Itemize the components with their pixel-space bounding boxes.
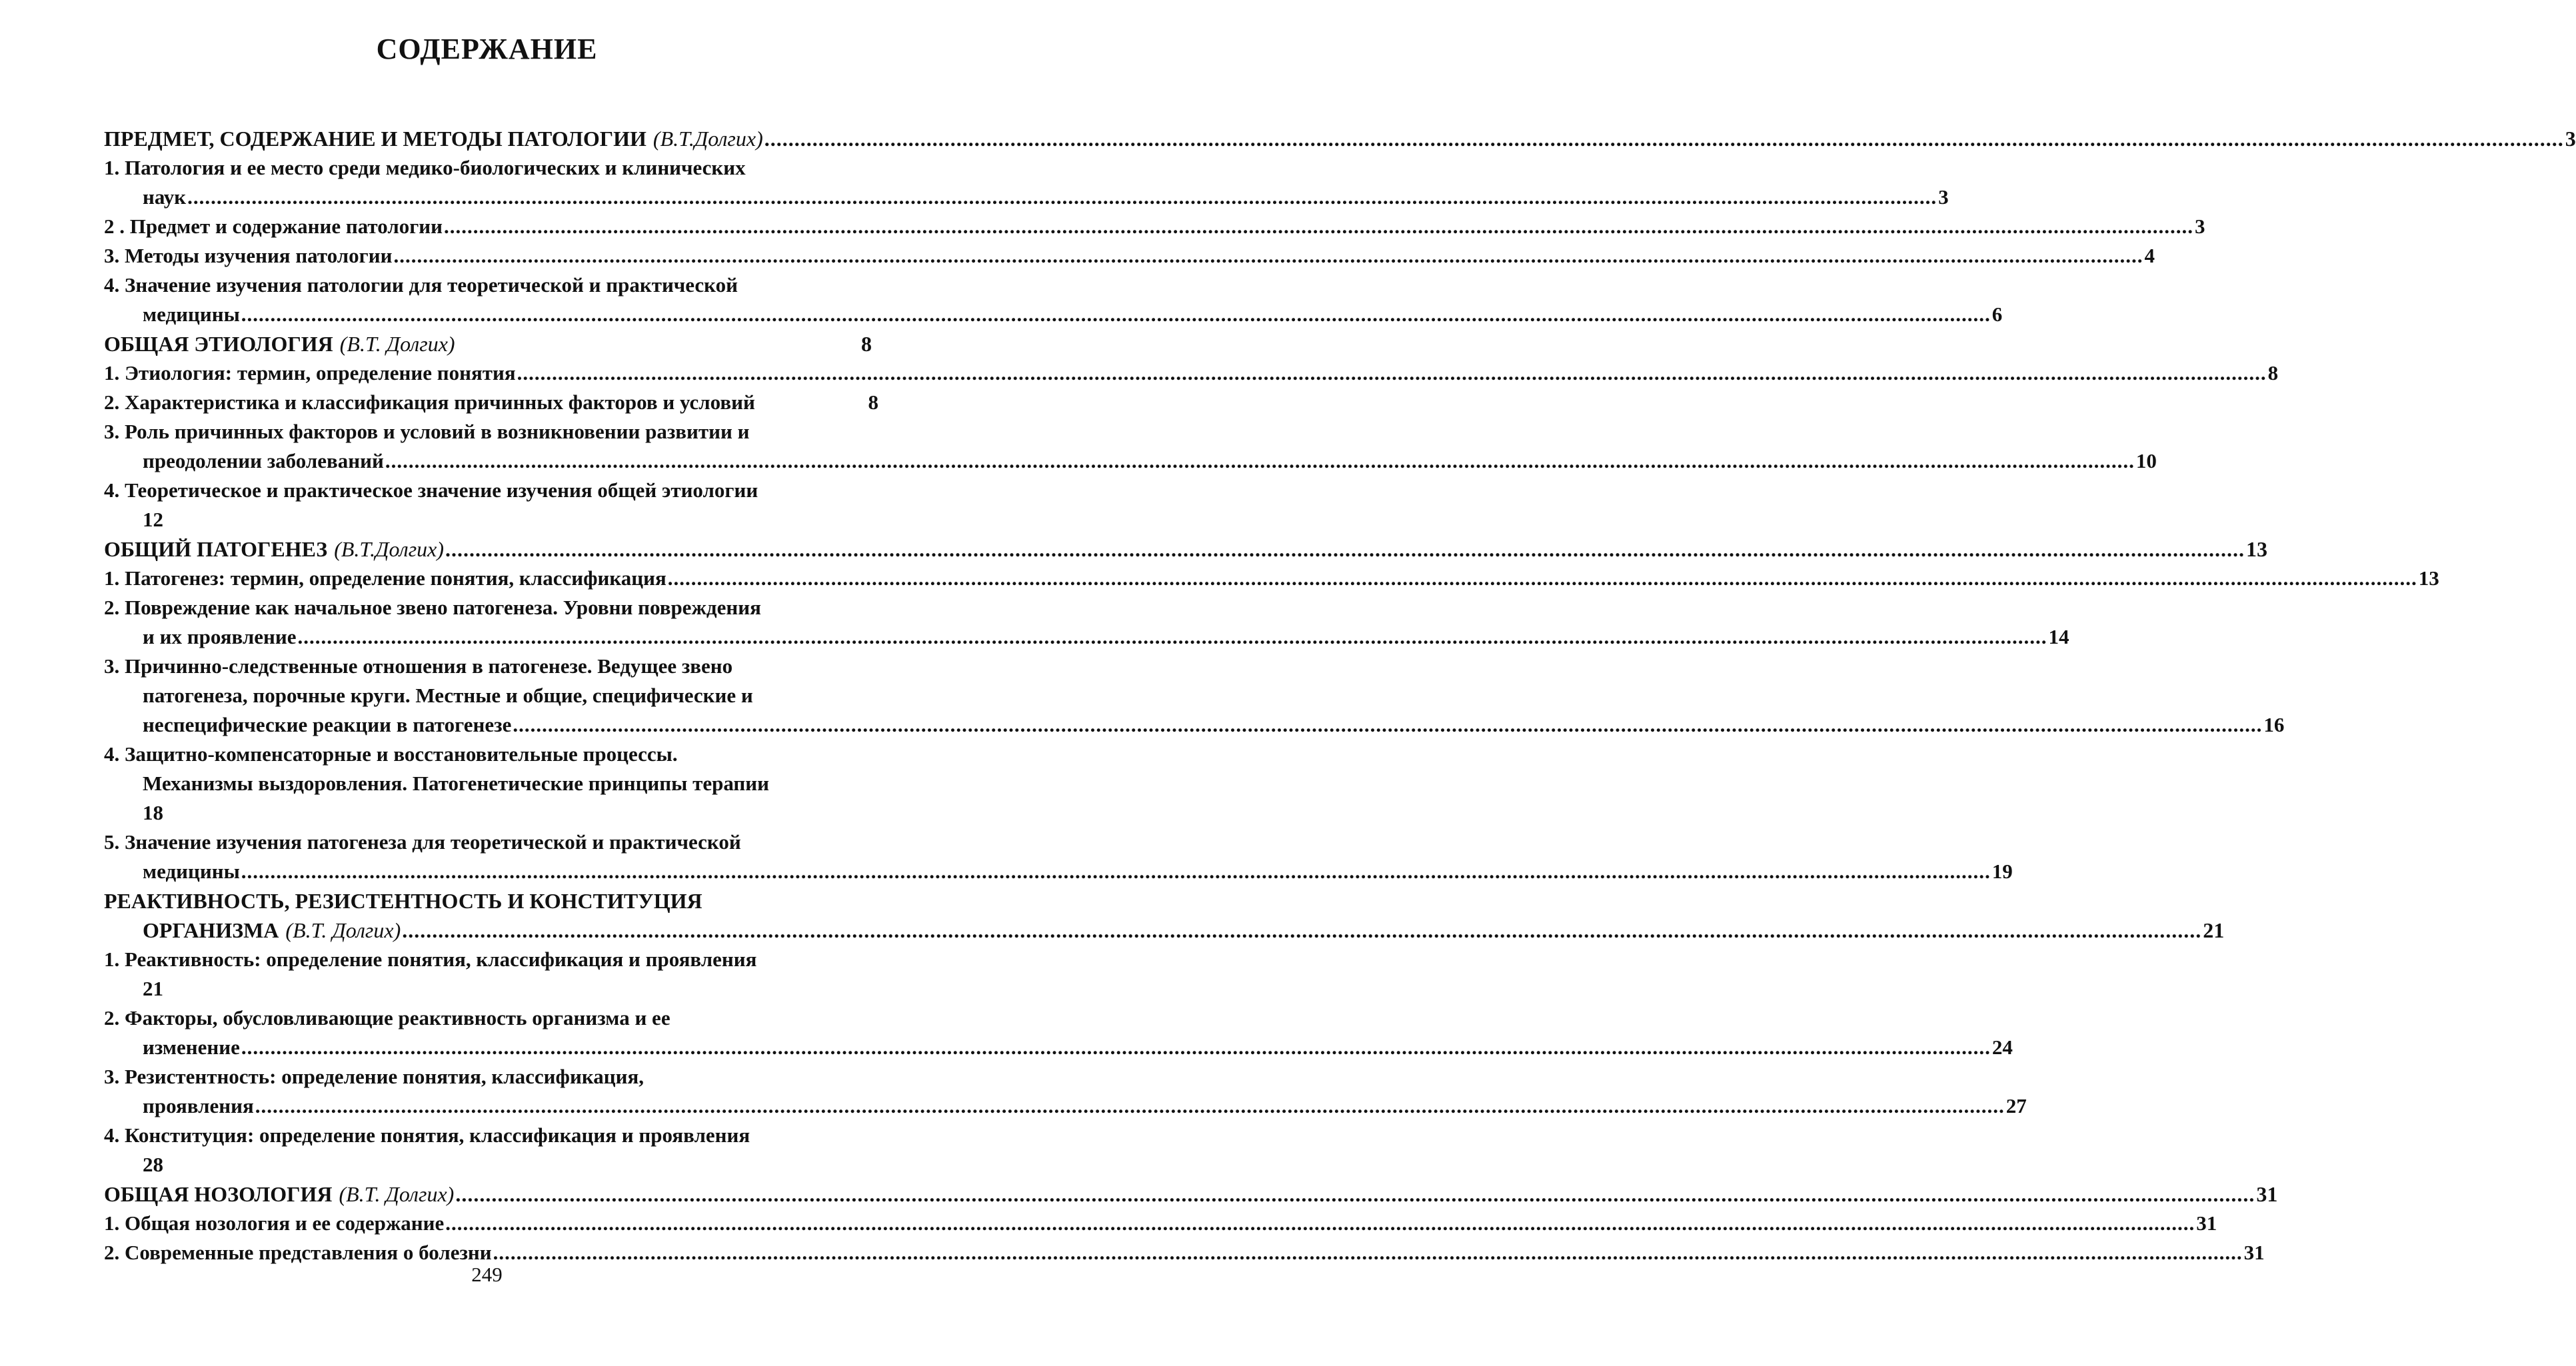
dot-leader: ............................................................................................................................................................................................................................................................................................................ <box>513 713 2263 736</box>
entry-text: 1. Патология и ее место среди медико-биологических и клинических <box>104 156 746 179</box>
page-number: 31 <box>2196 1211 2217 1235</box>
entry-text: наук <box>143 185 187 209</box>
page-number-footer: 249 <box>471 1263 503 1286</box>
toc-entry[interactable] <box>104 564 2439 593</box>
chapter-heading-etiology[interactable] <box>104 329 878 358</box>
page-number: 31 <box>2243 1241 2265 1264</box>
toc-entry[interactable] <box>104 828 878 857</box>
dot-leader: ............................................................................................................................................................................................................................................................................................................ <box>667 566 2417 590</box>
dot-leader: ............................................................................................................................................................................................................................................................................................................ <box>402 918 2202 942</box>
chapter-title-continuation: ОРГАНИЗМА <box>143 918 279 942</box>
toc-entry-continuation[interactable] <box>104 1091 2027 1121</box>
chapter-author: (В.Т. Долгих) <box>339 332 455 356</box>
toc-entry-page-line[interactable] <box>104 974 878 1004</box>
chapter-heading-reactivity[interactable] <box>104 886 878 916</box>
dot-leader: ............................................................................................................................................................................................................................................................................................................ <box>493 1241 2243 1264</box>
entry-text: изменение <box>143 1035 240 1059</box>
toc-entry[interactable] <box>104 1209 2217 1238</box>
entry-text: медицины <box>143 860 240 883</box>
entry-text: 2. Факторы, обусловливающие реактивность организма и ее <box>104 1006 670 1029</box>
toc-entry-continuation[interactable] <box>104 769 878 798</box>
page-number: 3 <box>2565 127 2576 151</box>
entry-text: преодолении заболеваний <box>143 449 384 472</box>
dot-leader: ............................................................................................................................................................................................................................................................................................................ <box>297 625 2047 648</box>
page-number: 12 <box>143 508 163 531</box>
dot-leader: ............................................................................................................................................................................................................................................................................................................ <box>393 244 2143 267</box>
dot-leader: ............................................................................................................................................................................................................................................................................................................ <box>241 1035 1991 1059</box>
chapter-title: ОБЩАЯ НОЗОЛОГИЯ <box>104 1182 333 1206</box>
toc-entry-continuation[interactable] <box>104 622 2069 652</box>
page-number: 27 <box>2005 1094 2027 1117</box>
entry-text: 3. Роль причинных факторов и условий в возникновении развитии и <box>104 420 750 443</box>
page-number: 8 <box>868 390 878 414</box>
toc-entry-continuation[interactable] <box>104 710 2285 740</box>
page-number: 14 <box>2048 625 2069 648</box>
page-number: 28 <box>143 1153 163 1176</box>
page-number: 8 <box>861 332 872 356</box>
page-number: 18 <box>143 801 163 824</box>
toc-entry-continuation[interactable] <box>104 446 2157 476</box>
toc-entry-page-line[interactable] <box>104 798 878 828</box>
chapter-author: (В.Т.Долгих) <box>652 127 763 151</box>
entry-text: 2. Характеристика и классификация причинных факторов и условий <box>104 390 755 414</box>
toc-entry[interactable] <box>104 388 878 417</box>
chapter-title: ОБЩИЙ ПАТОГЕНЕЗ <box>104 537 328 561</box>
toc-entry-continuation[interactable] <box>104 681 878 710</box>
toc-entry[interactable] <box>104 1062 878 1091</box>
toc-entry[interactable] <box>104 652 878 681</box>
page-number: 10 <box>2135 449 2157 472</box>
dot-leader: ............................................................................................................................................................................................................................................................................................................ <box>241 303 1991 326</box>
page-title: СОДЕРЖАНИЕ <box>376 33 598 65</box>
chapter-heading-nosology[interactable] <box>104 1179 2278 1209</box>
entry-text: 1. Патогенез: термин, определение понятия, классификация <box>104 566 666 590</box>
entry-text: 4. Значение изучения патологии для теоретической и практической <box>104 273 738 297</box>
toc-entry[interactable] <box>104 241 2155 271</box>
page-number: 19 <box>1991 860 2013 883</box>
dot-leader: ............................................................................................................................................................................................................................................................................................................ <box>517 361 2267 384</box>
entry-text: 2 . Предмет и содержание патологии <box>104 215 443 238</box>
toc-entry-continuation[interactable] <box>104 857 2013 886</box>
entry-text: 3. Резистентность: определение понятия, классификация, <box>104 1065 644 1088</box>
chapter-heading-subject[interactable] <box>104 124 2576 153</box>
entry-text: проявления <box>143 1094 254 1117</box>
page-number: 31 <box>2256 1182 2278 1206</box>
entry-text: неспецифические реакции в патогенезе <box>143 713 512 736</box>
toc-entry-continuation[interactable] <box>104 183 1949 212</box>
entry-text: патогенеза, порочные круги. Местные и общие, специфические и <box>143 684 753 707</box>
entry-text: медицины <box>143 303 240 326</box>
chapter-author: (В.Т. Долгих) <box>285 918 401 942</box>
chapter-title: ОБЩАЯ ЭТИОЛОГИЯ <box>104 332 333 356</box>
page-number: 21 <box>2203 918 2225 942</box>
page-number: 8 <box>2267 361 2279 384</box>
dot-leader: ............................................................................................................................................................................................................................................................................................................ <box>445 1211 2195 1235</box>
chapter-heading-continuation[interactable] <box>104 916 2225 945</box>
toc-entry[interactable] <box>104 740 878 769</box>
toc-entry-page-line[interactable] <box>104 1150 878 1179</box>
entry-text: 4. Защитно-компенсаторные и восстановительные процессы. <box>104 742 678 766</box>
dot-leader: ............................................................................................................................................................................................................................................................................................................ <box>444 215 2194 238</box>
dot-leader: ............................................................................................................................................................................................................................................................................................................ <box>241 860 1991 883</box>
page-number: 16 <box>2263 713 2285 736</box>
entry-text: и их проявление <box>143 625 297 648</box>
chapter-author: (В.Т.Долгих) <box>334 537 445 561</box>
chapter-title: ПРЕДМЕТ, СОДЕРЖАНИЕ И МЕТОДЫ ПАТОЛОГИИ <box>104 127 646 151</box>
toc-entry[interactable] <box>104 1004 878 1033</box>
dot-leader: ............................................................................................................................................................................................................................................................................................................ <box>187 185 1937 209</box>
page-number: 24 <box>1991 1035 2013 1059</box>
chapter-author: (В.Т. Долгих) <box>339 1182 455 1206</box>
toc-entry[interactable] <box>104 271 878 300</box>
entry-text: 2. Повреждение как начальное звено патогенеза. Уровни повреждения <box>104 596 761 619</box>
entry-text: 4. Теоретическое и практическое значение изучения общей этиологии <box>104 478 758 502</box>
toc-entry[interactable] <box>104 153 878 183</box>
entry-text: 1. Общая нозология и ее содержание <box>104 1211 445 1235</box>
entry-text: 3. Методы изучения патологии <box>104 244 393 267</box>
dot-leader: ............................................................................................................................................................................................................................................................................................................ <box>455 1182 2255 1206</box>
toc-entry[interactable] <box>104 593 878 622</box>
page-number: 6 <box>1991 303 2003 326</box>
entry-text: 4. Конституция: определение понятия, классификация и проявления <box>104 1123 750 1147</box>
page-number: 21 <box>143 977 163 1000</box>
entry-text: 1. Реактивность: определение понятия, классификация и проявления <box>104 948 757 971</box>
toc-entry[interactable] <box>104 358 2279 388</box>
entry-text: 1. Этиология: термин, определение понятия <box>104 361 516 384</box>
toc-entry[interactable] <box>104 476 878 505</box>
entry-text: Механизмы выздоровления. Патогенетические принципы терапии <box>143 772 770 795</box>
chapter-heading-pathogenesis[interactable] <box>104 534 2268 564</box>
page-number: 3 <box>2195 215 2205 238</box>
dot-leader: ............................................................................................................................................................................................................................................................................................................ <box>255 1094 2005 1117</box>
toc-entry[interactable] <box>104 1121 878 1150</box>
toc-entry-continuation[interactable] <box>104 300 2003 329</box>
toc-entry[interactable] <box>104 212 2205 241</box>
page-number: 13 <box>2418 566 2439 590</box>
toc-entry-page-line[interactable] <box>104 505 878 534</box>
toc-entry[interactable] <box>104 945 878 974</box>
toc-entry-continuation[interactable] <box>104 1033 2013 1062</box>
page-number: 4 <box>2144 244 2155 267</box>
toc-entry[interactable] <box>104 417 878 446</box>
dot-leader: ............................................................................................................................................................................................................................................................................................................ <box>764 127 2564 151</box>
dot-leader: ............................................................................................................................................................................................................................................................................................................ <box>445 537 2245 561</box>
entry-text: 3. Причинно-следственные отношения в патогенезе. Ведущее звено <box>104 654 733 678</box>
page-number: 3 <box>1938 185 1949 209</box>
entry-text: 5. Значение изучения патогенеза для теоретической и практической <box>104 830 741 854</box>
page-number: 13 <box>2246 537 2268 561</box>
chapter-title: РЕАКТИВНОСТЬ, РЕЗИСТЕНТНОСТЬ И КОНСТИТУЦИЯ <box>104 889 702 913</box>
dot-leader: ............................................................................................................................................................................................................................................................................................................ <box>385 449 2135 472</box>
entry-text: 2. Современные представления о болезни <box>104 1241 492 1264</box>
